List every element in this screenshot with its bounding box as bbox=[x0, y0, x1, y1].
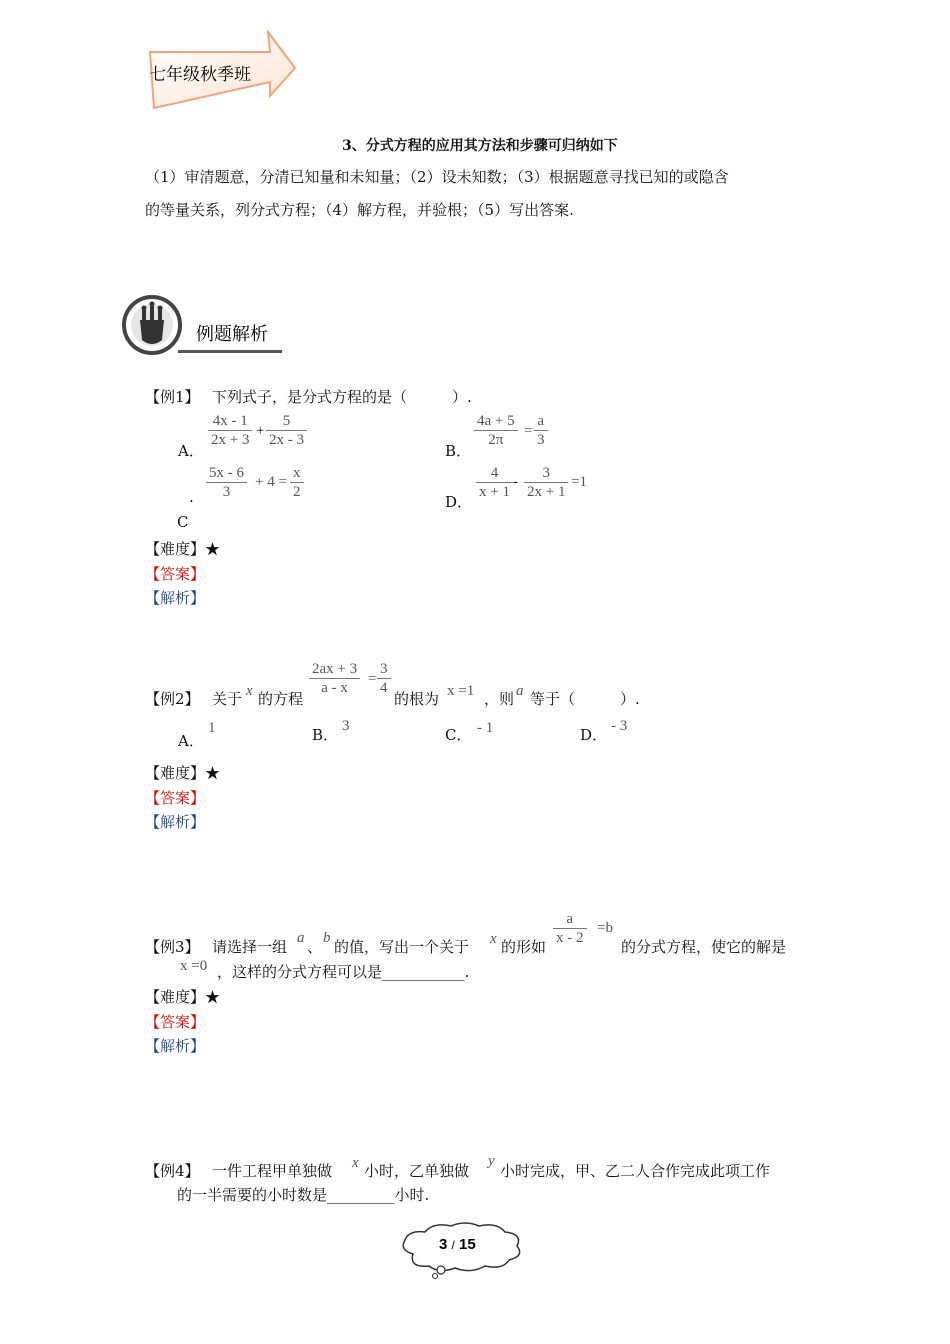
ex3-num: a bbox=[553, 910, 587, 929]
ex4-t2: 小时，乙单独做 bbox=[364, 1162, 470, 1180]
ex3-difficulty: 【难度】★ bbox=[145, 988, 221, 1006]
ex3-t2: 的值，写出一个关于 bbox=[334, 938, 470, 956]
ex2-t5: 等于（ ）. bbox=[530, 690, 640, 708]
course-tag: 七年级秋季班 bbox=[149, 65, 251, 85]
ex1-b-den1: 2π bbox=[488, 432, 504, 448]
ex3-sep: 、 bbox=[307, 938, 323, 956]
ex2-var-a: a bbox=[516, 683, 524, 699]
teacher-icon bbox=[120, 294, 190, 356]
section3-line2: 的等量关系，列分式方程；（4）解方程，并验根；（5）写出答案. bbox=[145, 201, 574, 219]
ex4-line2: 的一半需要的小时数是_________小时. bbox=[177, 1186, 430, 1204]
section-heading-label: 例题解析 bbox=[196, 324, 268, 345]
ex2-t3: 的根为 bbox=[394, 690, 440, 708]
ex2-num2: 3 bbox=[377, 660, 391, 679]
ex3-rhs: =b bbox=[597, 920, 613, 936]
ex2-option-c-label: C． bbox=[445, 726, 472, 744]
page-sep: / bbox=[451, 1238, 455, 1252]
ex1-c-frac2 bbox=[290, 464, 304, 501]
ex1-option-a-label: A． bbox=[178, 442, 204, 460]
ex1-option-d-label: D． bbox=[445, 493, 473, 511]
ex1-a-frac1 bbox=[208, 412, 252, 449]
ex1-analysis: 【解析】 bbox=[145, 589, 206, 607]
ex2-answer: 【答案】 bbox=[145, 789, 206, 807]
ex2-t4: ，则 bbox=[484, 690, 515, 708]
ex2-difficulty: 【难度】★ bbox=[145, 764, 221, 782]
ex2-option-a-value: 1 bbox=[208, 720, 216, 736]
ex4-t3: 小时完成，甲、乙二人合作完成此项工作 bbox=[500, 1162, 771, 1180]
ex1-c-num1: 5x - 6 bbox=[206, 464, 247, 483]
page-number-text bbox=[439, 1236, 476, 1253]
ex1-difficulty: 【难度】★ bbox=[145, 540, 221, 558]
page-total: 15 bbox=[459, 1236, 476, 1253]
ex1-option-c-dot: . bbox=[189, 488, 194, 506]
ex1-b-frac1 bbox=[474, 412, 518, 449]
ex4-var-y: y bbox=[488, 1153, 495, 1169]
header-banner bbox=[140, 30, 300, 115]
ex1-a-num1: 4x - 1 bbox=[208, 412, 252, 431]
page-current: 3 bbox=[439, 1236, 448, 1253]
ex2-option-a-label: A． bbox=[178, 732, 204, 750]
ex2-option-d-label: D． bbox=[580, 726, 608, 744]
ex1-d-den1: x + 1 bbox=[479, 484, 510, 500]
ex2-tag: 【例2】 bbox=[145, 690, 200, 708]
ex2-t2: 的方程 bbox=[258, 690, 304, 708]
ex1-a-num2: 5 bbox=[266, 412, 307, 431]
ex4-tag: 【例4】 bbox=[145, 1162, 200, 1180]
ex3-var-x: x bbox=[490, 931, 497, 947]
ex3-den: x - 2 bbox=[556, 930, 584, 946]
ex2-den1: a - x bbox=[321, 680, 348, 696]
ex1-a-den2: 2x - 3 bbox=[269, 432, 304, 448]
ex3-var-b: b bbox=[323, 930, 331, 946]
ex1-b-den2: 3 bbox=[537, 432, 545, 448]
ex1-b-num1: 4a + 5 bbox=[474, 412, 518, 431]
ex2-var-x: x bbox=[246, 683, 253, 699]
ex2-frac1 bbox=[309, 660, 360, 697]
ex4-t1: 一件工程甲单独做 bbox=[212, 1162, 333, 1180]
ex3-t5: ，这样的分式方程可以是___________. bbox=[217, 963, 470, 981]
ex1-c-den2: 2 bbox=[293, 484, 301, 500]
ex1-b-num2: a bbox=[534, 412, 548, 431]
ex2-option-b-value: 3 bbox=[342, 718, 350, 734]
ex2-den2: 4 bbox=[380, 680, 388, 696]
ex3-solution: x =0 bbox=[180, 958, 208, 974]
page-number bbox=[395, 1220, 527, 1280]
ex1-d-frac1 bbox=[476, 464, 513, 501]
ex3-t1: 请选择一组 bbox=[212, 938, 288, 956]
ex3-t3: 的形如 bbox=[501, 938, 547, 956]
ex1-d-frac2 bbox=[524, 464, 568, 501]
ex1-answer: 【答案】 bbox=[145, 565, 206, 583]
ex1-b-eq: = bbox=[524, 423, 533, 439]
ex1-option-b-label: B． bbox=[445, 442, 472, 460]
ex1-c-mid: + 4 = bbox=[255, 474, 287, 490]
ex2-analysis: 【解析】 bbox=[145, 813, 206, 831]
ex1-c-den1: 3 bbox=[222, 484, 231, 500]
heading-underline bbox=[178, 350, 282, 353]
ex1-b-frac2 bbox=[534, 412, 548, 449]
ex2-num1: 2ax + 3 bbox=[309, 660, 360, 679]
ex1-option-c-label: C bbox=[177, 513, 189, 531]
ex1-a-op: + bbox=[256, 423, 265, 439]
ex1-d-num1: 4 bbox=[476, 464, 513, 483]
ex1-a-frac2 bbox=[266, 412, 307, 449]
ex3-analysis: 【解析】 bbox=[145, 1037, 206, 1055]
ex1-d-num2: 3 bbox=[524, 464, 568, 483]
ex1-tag: 【例1】 bbox=[145, 388, 200, 406]
ex1-d-den2: 2x + 1 bbox=[527, 484, 566, 500]
ex2-frac2 bbox=[377, 660, 391, 697]
section3-line1: （1）审清题意，分清已知量和未知量；（2）设未知数；（3）根据题意寻找已知的或隐含 bbox=[145, 168, 729, 186]
ex1-c-num2: x bbox=[290, 464, 304, 483]
ex3-frac bbox=[553, 910, 587, 947]
ex3-answer: 【答案】 bbox=[145, 1013, 206, 1031]
ex3-t4: 的分式方程，使它的解是 bbox=[621, 938, 787, 956]
ex1-a-den1: 2x + 3 bbox=[211, 432, 250, 448]
ex1-d-rhs: =1 bbox=[571, 474, 587, 490]
ex2-option-b-label: B． bbox=[312, 726, 339, 744]
section3-title: 3、分式方程的应用其方法和步骤可归纳如下 bbox=[342, 138, 618, 154]
ex3-tag: 【例3】 bbox=[145, 938, 200, 956]
ex3-var-a: a bbox=[297, 930, 305, 946]
ex4-var-x: x bbox=[352, 1155, 359, 1171]
section-heading bbox=[120, 294, 290, 356]
ex2-t1: 关于 bbox=[212, 690, 243, 708]
ex2-option-d-value: - 3 bbox=[611, 718, 628, 734]
ex1-d-op: - bbox=[513, 474, 518, 490]
ex1-stem: 下列式子，是分式方程的是（ ）. bbox=[212, 388, 472, 406]
ex1-c-frac1 bbox=[206, 464, 247, 501]
ex2-option-c-value: - 1 bbox=[477, 720, 494, 736]
ex2-root: x =1 bbox=[447, 683, 475, 699]
ex2-eq: = bbox=[368, 671, 377, 687]
